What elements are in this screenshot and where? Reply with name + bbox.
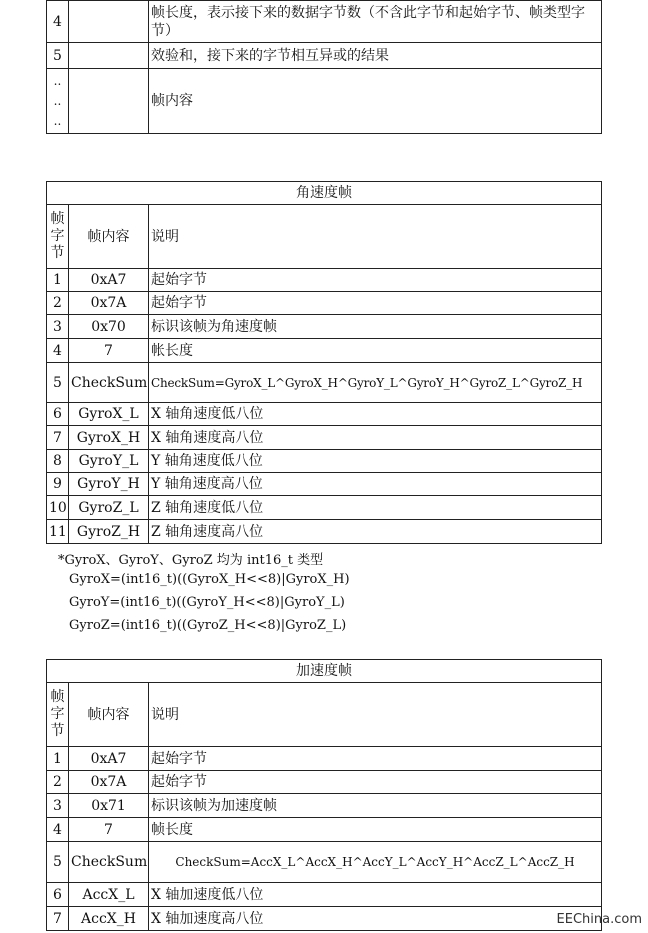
frame-content-cell: GyroZ_H <box>69 520 149 544</box>
watermark: EEChina.com <box>556 912 642 927</box>
table-row <box>47 473 602 496</box>
accel-frame-table <box>46 659 602 931</box>
table-row <box>47 883 602 907</box>
table-row <box>47 520 602 544</box>
table-row <box>47 1 602 43</box>
frame-content-cell: 0x70 <box>69 315 149 339</box>
frame-content-cell: GyroY_H <box>69 473 149 496</box>
frame-content-cell: 0x71 <box>69 794 149 818</box>
byte-number-cell: 7 <box>47 907 69 931</box>
description-cell: Y 轴角速度高八位 <box>149 473 602 496</box>
table-title: 加速度帧 <box>47 660 602 683</box>
table-row <box>47 269 602 292</box>
byte-number-cell: 1 <box>47 269 69 292</box>
table-row <box>47 842 602 883</box>
description-cell: X 轴加速度低八位 <box>149 883 602 907</box>
byte-number-cell: 5 <box>47 842 69 883</box>
byte-number-cell: 7 <box>47 426 69 450</box>
frame-content-cell: 7 <box>69 339 149 363</box>
description-cell: 标识该帧为加速度帧 <box>149 794 602 818</box>
note-gyroy-formula: GyroY=(int16_t)((GyroY_H<<8)|GyroY_L) <box>69 595 345 610</box>
table-row <box>47 43 602 69</box>
table-row <box>47 315 602 339</box>
header-byte-number: 帧 字 节 <box>47 205 69 269</box>
description-cell: 起始字节 <box>149 292 602 315</box>
table-row <box>47 794 602 818</box>
frame-content-cell <box>69 1 149 43</box>
header-frame-content: 帧内容 <box>69 683 149 747</box>
table-row <box>47 292 602 315</box>
table-row <box>47 403 602 426</box>
table-row <box>47 450 602 473</box>
byte-number-cell: 3 <box>47 794 69 818</box>
note-gyrox-formula: GyroX=(int16_t)((GyroX_H<<8)|GyroX_H) <box>69 572 350 587</box>
frame-content-cell: 0x7A <box>69 292 149 315</box>
frame-content-cell: CheckSum <box>69 842 149 883</box>
table-title-row <box>47 660 602 683</box>
table-row <box>47 363 602 403</box>
description-cell: 帧长度，表示接下来的数据字节数（不含此字节和起始字节、帧类型字节） <box>149 1 602 43</box>
frame-content-cell: CheckSum <box>69 363 149 403</box>
table-title-row <box>47 182 602 205</box>
header-frame-content: 帧内容 <box>69 205 149 269</box>
byte-number-cell: 5 <box>47 43 69 69</box>
frame-content-cell: 0xA7 <box>69 747 149 771</box>
description-cell: 标识该帧为角速度帧 <box>149 315 602 339</box>
description-cell: X 轴角速度低八位 <box>149 403 602 426</box>
description-cell: 起始字节 <box>149 747 602 771</box>
byte-number-cell: 4 <box>47 339 69 363</box>
frame-content-cell: 0xA7 <box>69 269 149 292</box>
byte-number-cell: 6 <box>47 883 69 907</box>
byte-number-cell: .. .. .. <box>47 69 69 134</box>
byte-number-cell: 11 <box>47 520 69 544</box>
table-row <box>47 771 602 794</box>
table-row <box>47 496 602 520</box>
frame-content-cell: GyroY_L <box>69 450 149 473</box>
frame-format-table <box>46 0 602 134</box>
byte-number-cell: 1 <box>47 747 69 771</box>
header-byte-number: 帧 字 节 <box>47 683 69 747</box>
table-row <box>47 69 602 134</box>
header-description: 说明 <box>149 683 602 747</box>
description-cell: CheckSum=GyroX_L^GyroX_H^GyroY_L^GyroY_H^GyroZ_L^GyroZ_H <box>149 363 602 403</box>
table-row <box>47 426 602 450</box>
frame-content-cell <box>69 43 149 69</box>
byte-number-cell: 10 <box>47 496 69 520</box>
table-row <box>47 907 602 931</box>
byte-number-cell: 2 <box>47 771 69 794</box>
note-type-line: *GyroX、GyroY、GyroZ 均为 int16_t 类型 <box>58 553 324 568</box>
table-row <box>47 818 602 842</box>
description-cell: 帧内容 <box>149 69 602 134</box>
table-row <box>47 747 602 771</box>
description-cell: Y 轴角速度低八位 <box>149 450 602 473</box>
description-cell: X 轴加速度高八位 <box>149 907 602 931</box>
byte-number-cell: 5 <box>47 363 69 403</box>
description-cell: X 轴角速度高八位 <box>149 426 602 450</box>
frame-content-cell: GyroX_H <box>69 426 149 450</box>
byte-number-cell: 6 <box>47 403 69 426</box>
byte-number-cell: 2 <box>47 292 69 315</box>
frame-content-cell: 0x7A <box>69 771 149 794</box>
description-cell: 帐长度 <box>149 339 602 363</box>
frame-content-cell: AccX_H <box>69 907 149 931</box>
frame-content-cell <box>69 69 149 134</box>
table-row <box>47 339 602 363</box>
description-cell: Z 轴角速度高八位 <box>149 520 602 544</box>
description-cell: 起始字节 <box>149 269 602 292</box>
description-cell: 效验和，接下来的字节相互异或的结果 <box>149 43 602 69</box>
frame-content-cell: GyroX_L <box>69 403 149 426</box>
byte-number-cell: 4 <box>47 1 69 43</box>
note-gyroz-formula: GyroZ=(int16_t)((GyroZ_H<<8)|GyroZ_L) <box>69 618 347 633</box>
table-title: 角速度帧 <box>47 182 602 205</box>
table-header-row <box>47 683 602 747</box>
description-cell: CheckSum=AccX_L^AccX_H^AccY_L^AccY_H^AccZ_L^AccZ_H <box>149 842 602 883</box>
description-cell: 起始字节 <box>149 771 602 794</box>
gyro-frame-table <box>46 181 602 544</box>
description-cell: 帧长度 <box>149 818 602 842</box>
header-description: 说明 <box>149 205 602 269</box>
frame-content-cell: 7 <box>69 818 149 842</box>
description-cell: Z 轴角速度低八位 <box>149 496 602 520</box>
table-header-row <box>47 205 602 269</box>
frame-content-cell: GyroZ_L <box>69 496 149 520</box>
frame-content-cell: AccX_L <box>69 883 149 907</box>
byte-number-cell: 3 <box>47 315 69 339</box>
byte-number-cell: 4 <box>47 818 69 842</box>
byte-number-cell: 8 <box>47 450 69 473</box>
byte-number-cell: 9 <box>47 473 69 496</box>
